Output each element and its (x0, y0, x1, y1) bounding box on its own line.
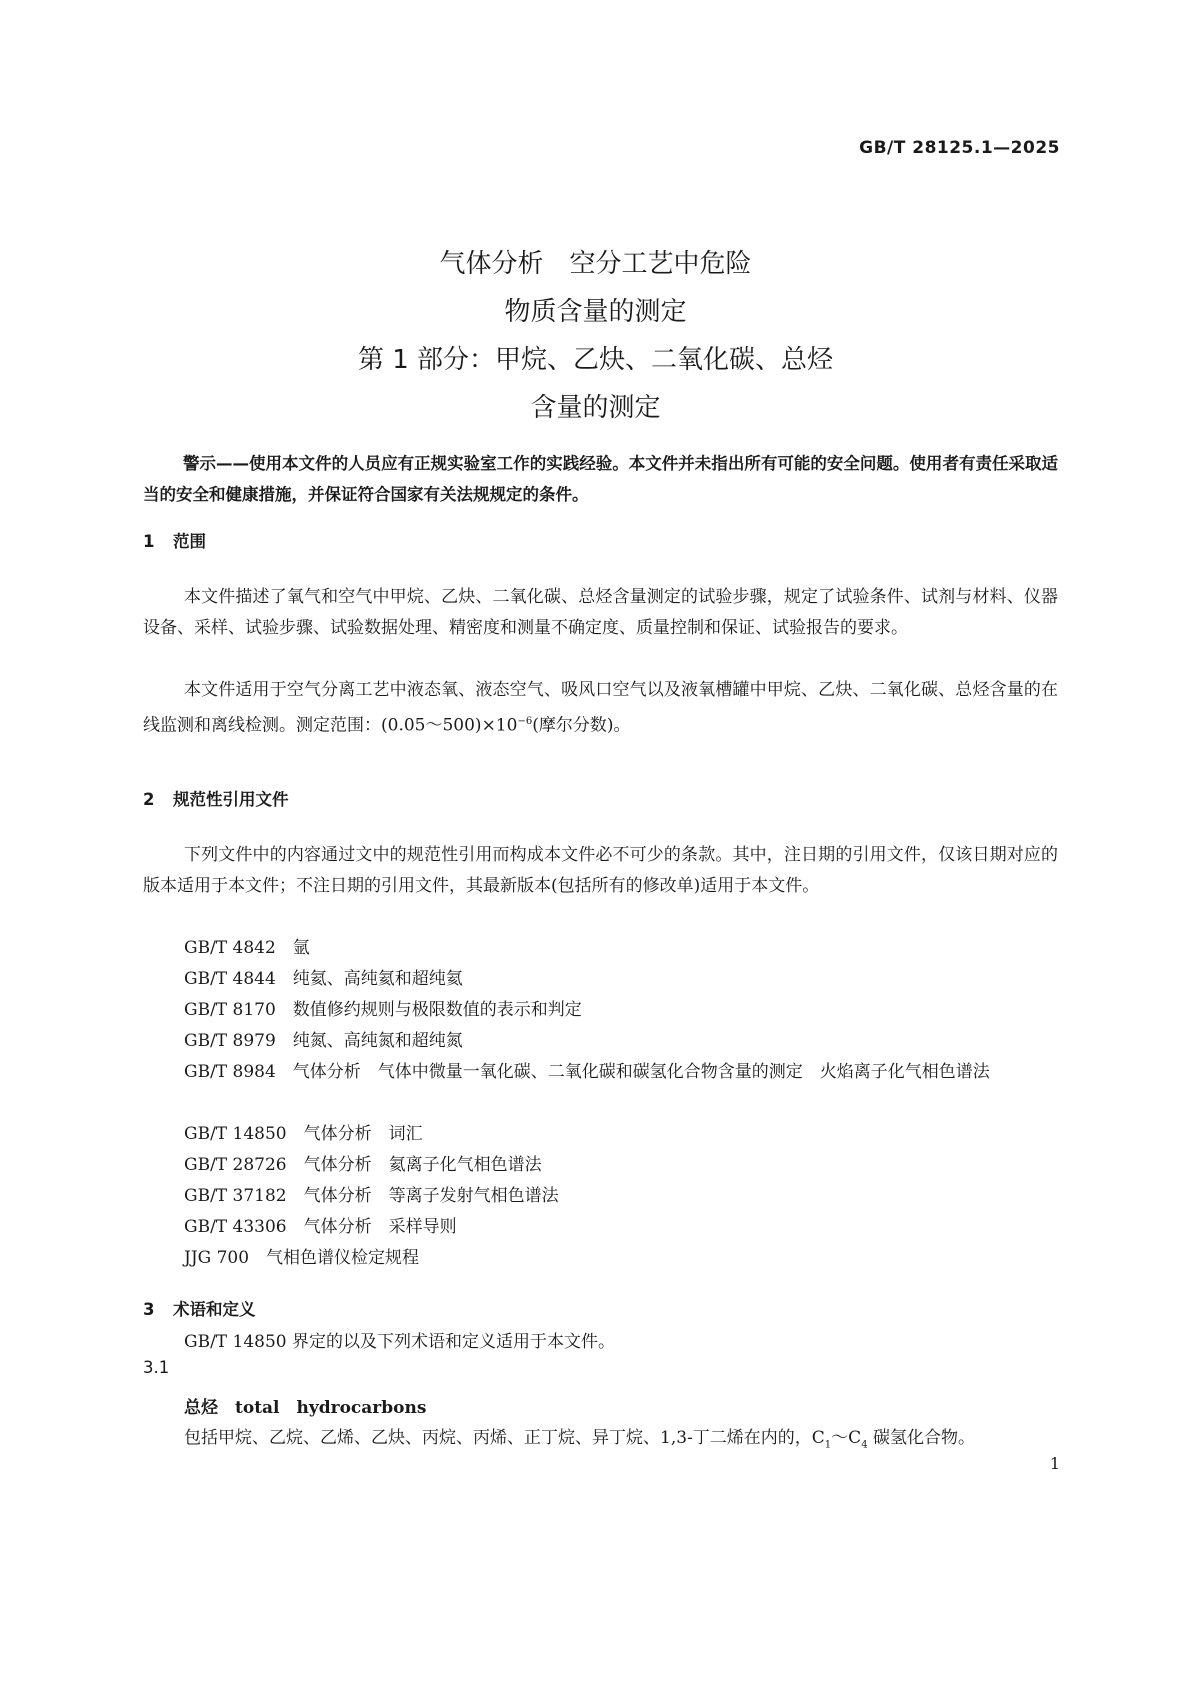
section-1-title: 范围 (173, 532, 206, 551)
exponent: −6 (517, 716, 533, 727)
document-title (0, 240, 1191, 432)
term-title: 总烃 total hydrocarbons (184, 1398, 427, 1418)
section-3-heading (143, 1296, 256, 1320)
section-3-title: 术语和定义 (173, 1300, 256, 1319)
section-1-paragraph-2-text: 本文件适用于空气分离工艺中液态氧、液态空气、吸风口空气以及液氧槽罐中甲烷、乙炔、二氧化碳、总烃含量的在线监测和离线检测。测定范围：(0.05～500)×10 (143, 680, 1058, 736)
term-definition-range: ～C (831, 1428, 862, 1448)
reference-item: GB/T 4842 氩 (184, 938, 310, 958)
reference-item: GB/T 8984 气体分析 气体中微量一氧化碳、二氧化碳和碳氢化合物含量的测定 火焰离子化气相色谱法 (184, 1062, 990, 1082)
reference-item: GB/T 43306 气体分析 采样导则 (184, 1217, 457, 1237)
reference-item: GB/T 37182 气体分析 等离子发射气相色谱法 (184, 1186, 559, 1206)
reference-item: GB/T 14850 气体分析 词汇 (184, 1124, 423, 1144)
term-definition (184, 1423, 975, 1460)
subscript: 4 (861, 1439, 868, 1451)
section-2-number: 2 (143, 790, 155, 809)
warning-notice: 警示——使用本文件的人员应有正规实验室工作的实践经验。本文件并未指出所有可能的安全问题。使用者有责任采取适当的安全和健康措施，并保证符合国家有关法规规定的条件。 (143, 454, 1058, 504)
section-1-number: 1 (143, 532, 155, 551)
section-1-paragraph-2-end: (摩尔分数)。 (532, 715, 631, 736)
section-1-heading (143, 528, 206, 552)
page-number: 1 (1049, 1454, 1060, 1473)
section-2-title: 规范性引用文件 (173, 790, 289, 809)
section-3-number: 3 (143, 1300, 155, 1319)
reference-item: GB/T 4844 纯氦、高纯氦和超纯氦 (184, 969, 463, 989)
reference-item: GB/T 28726 气体分析 氦离子化气相色谱法 (184, 1155, 542, 1175)
section-2-intro: 下列文件中的内容通过文中的规范性引用而构成本文件必不可少的条款。其中，注日期的引用文件，仅该日期对应的版本适用于本文件；不注日期的引用文件，其最新版本(包括所有的修改单)适用于本文件。 (143, 845, 1058, 896)
subscript: 1 (824, 1439, 832, 1451)
term-number: 3.1 (143, 1358, 170, 1377)
term-definition-text: 包括甲烷、乙烷、乙烯、乙炔、丙烷、丙烯、正丁烷、异丁烷、1,3-丁二烯在内的，C (184, 1428, 825, 1448)
title-line-3: 第 1 部分：甲烷、乙炔、二氧化碳、总烃 (357, 345, 834, 375)
reference-item: GB/T 8979 纯氮、高纯氮和超纯氮 (184, 1031, 463, 1051)
title-line-4: 含量的测定 (530, 393, 661, 423)
document-code: GB/T 28125.1—2025 (859, 138, 1060, 158)
section-2-heading (143, 786, 289, 810)
title-line-1: 气体分析 空分工艺中危险 (439, 249, 752, 279)
title-line-2: 物质含量的测定 (504, 297, 687, 327)
reference-item: JJG 700 气相色谱仪检定规程 (184, 1248, 420, 1268)
reference-item: GB/T 8170 数值修约规则与极限数值的表示和判定 (184, 1000, 582, 1020)
section-1-paragraph-2 (143, 675, 1058, 742)
section-1-paragraph-1: 本文件描述了氧气和空气中甲烷、乙炔、二氧化碳、总烃含量测定的试验步骤，规定了试验条件、试剂与材料、仪器设备、采样、试验步骤、试验数据处理、精密度和测量不确定度、质量控制和保证、试验报告的要求。 (143, 587, 1058, 638)
term-definition-end: 碳氢化合物。 (867, 1428, 975, 1448)
section-3-intro: GB/T 14850 界定的以及下列术语和定义适用于本文件。 (184, 1332, 616, 1352)
